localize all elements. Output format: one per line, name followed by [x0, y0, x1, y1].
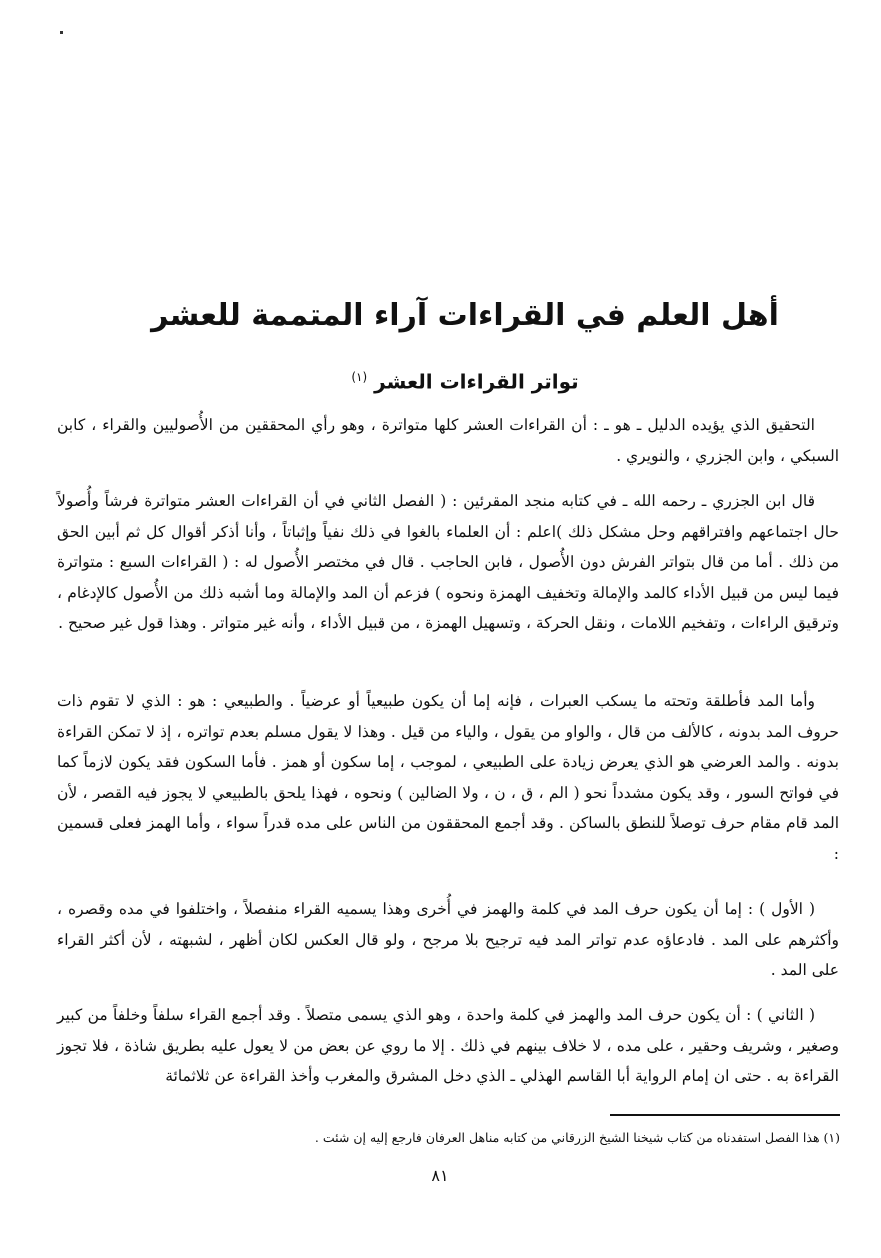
paragraph-2: [57, 486, 839, 639]
paragraph-3: [57, 686, 839, 869]
paragraph-text: ( الثاني ) : أن يكون حرف المد والهمز في كلمة واحدة ، وهو الذي يسمى متصلاً . وقد أجمع القراء سلفاً وخلفاً من كبير وصغير ، وشريف وحقير ، على مده ، لا خلاف بينهم في ذلك . إلا ما روي عن بعض من لا يعول عليه بطريق شاذة ، فلا تجوز القراءة به . حتى ان إمام الرواية أبا القاسم الهذلي ـ الذي دخل المشرق والمغرب وأخذ القراءة عن ثلاثمائة: [57, 1006, 839, 1085]
chapter-title: أهل العلم في القراءات آراء المتممة للعشر: [151, 298, 779, 333]
paragraph-text: ( الأول ) : إما أن يكون حرف المد في كلمة والهمز في أُخرى وهذا يسميه القراء منفصلاً ، واختلفوا في مده وقصره ، وأكثرهم على المد . فادعاؤه عدم تواتر المد فيه ترجيح بلا مرجح ، ولو قال العكس لكان أظهر ، لشبهته ، لأن أكثر القراء على المد .: [57, 900, 839, 979]
section-title: [250, 362, 680, 397]
section-title-text: تواتر القراءات العشر: [374, 369, 579, 394]
scan-speck: [60, 31, 63, 34]
footnote-divider: [610, 1114, 840, 1116]
paragraph-text: قال ابن الجزري ـ رحمه الله ـ في كتابه منجد المقرئين : ( الفصل الثاني في أن القراءات العشر متواترة فرشاً وأُصولاً حال اجتماعهم وافتراقهم وحل مشكل ذلك )اعلم : أن العلماء بالغوا في ذلك نفياً وإثباتاً ، وأنا أذكر أقوال كل ثم أبين الحق من ذلك . أما من قال بتواتر الفرش دون الأُصول ، فابن الحاجب . قال في مختصر الأُصول له : ( القراءات السبع : متواترة فيما ليس من قبيل الأداء كالمد والإمالة وتخفيف الهمزة ونحوه ) فزعم أن المد والإمالة وما أشبه ذلك من الأُصول كالإدغام ، وترقيق الراءات ، وتفخيم اللامات ، ونقل الحركة ، وتسهيل الهمزة ، من قبيل الأداء ، وأنه غير متواتر . وهذا قول غير صحيح .: [57, 492, 839, 632]
paragraph-1: [57, 410, 839, 471]
paragraph-5: [57, 1000, 839, 1092]
page-number: ٨١: [431, 1166, 449, 1185]
footnote-reference: (١): [351, 370, 368, 384]
paragraph-4: [57, 894, 839, 986]
paragraph-text: وأما المد فأطلقة وتحته ما يسكب العبرات ، فإنه إما أن يكون طبيعياً أو عرضياً . والطبيعي : هو : الذي لا تقوم ذات حروف المد بدونه ، كالألف من قال ، والواو من يقول ، والياء من قيل . وهذا لا يقول مسلم بعدم تواتره ، إذ لا تمكن القراءة بدونه . والمد العرضي هو الذي يعرض زيادة على الطبيعي ، لموجب ، إما سكون أو همز . فأما السكون فقد يكون لازماً كما في فواتح السور ، وقد يكون مشدداً نحو ( الم ، ق ، ن ، ولا الضالين ) ونحوه ، فهذا يلحق بالطبيعي لا يجوز فيه القصر ، لأن المد قام مقام حرف توصلاً للنطق بالساكن . وقد أجمع المحققون من الناس على مده قدراً سواء ، وأما الهمز فعلى قسمين :: [57, 692, 840, 863]
footnote: (١) هذا الفصل استفدناه من كتاب شيخنا الشيخ الزرقاني من كتابه مناهل العرفان فارجع إليه إن شئت .: [314, 1130, 840, 1145]
paragraph-text: التحقيق الذي يؤيده الدليل ـ هو ـ : أن القراءات العشر كلها متواترة ، وهو رأي المحققين من الأُصوليين والقراء ، كابن السبكي ، وابن الجزري ، والنويري .: [57, 416, 839, 465]
